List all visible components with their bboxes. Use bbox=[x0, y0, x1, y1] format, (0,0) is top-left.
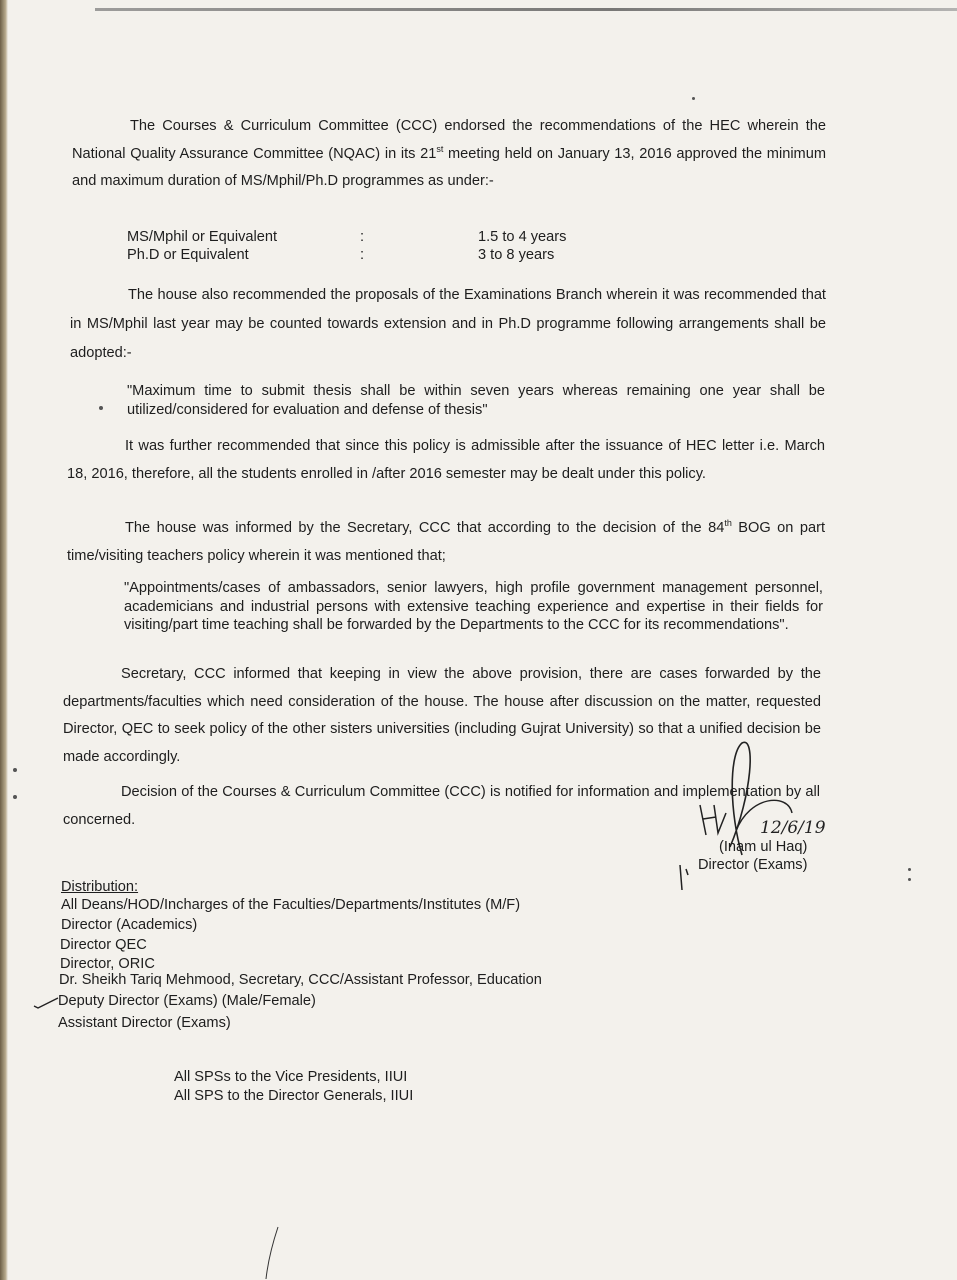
scan-speck bbox=[908, 868, 911, 871]
duration-value: 1.5 to 4 years bbox=[478, 229, 567, 245]
top-rule bbox=[95, 8, 957, 11]
p1-text: The Courses & Curriculum Committee (CCC) endorsed the recommendations of the HEC wherein the National Quality Assurance Committee (NQAC) in its 21 bbox=[72, 118, 826, 162]
scan-speck bbox=[13, 768, 17, 772]
duration-programme: Ph.D or Equivalent bbox=[127, 247, 249, 263]
distribution-item: Director, ORIC bbox=[60, 956, 155, 972]
duration-value: 3 to 8 years bbox=[478, 247, 555, 263]
scan-speck bbox=[908, 878, 911, 881]
quote-thesis-time: "Maximum time to submit thesis shall be within seven years whereas remaining one year shall be utilized/considered for evaluation and defense of thesis" bbox=[127, 383, 825, 418]
duration-row bbox=[127, 228, 277, 246]
signatory-designation: Director (Exams) bbox=[698, 857, 808, 873]
quote-appointments: "Appointments/cases of ambassadors, senior lawyers, high profile government management personnel, academicians and industrial persons with extensive teaching experience and expertise in their fields for visiting/part time teaching shall be forwarded by the Departments to the CCC for its recommendations". bbox=[124, 580, 823, 633]
paragraph-policy-admissible: It was further recommended that since this policy is admissible after the issuance of HEC letter i.e. March 18, 2016, therefore, all the students enrolled in /after 2016 semester may be dealt under this policy. bbox=[67, 438, 825, 482]
pen-stroke bbox=[262, 1225, 282, 1280]
tick-mark-icon bbox=[32, 996, 60, 1010]
distribution-item: Director QEC bbox=[60, 937, 147, 953]
distribution-item: Director (Academics) bbox=[61, 917, 198, 933]
paragraph-examinations-proposal: The house also recommended the proposals of the Examinations Branch wherein it was recommended that in MS/Mphil last year may be counted towards extension and in Ph.D programme following arrangements shall be adopted:- bbox=[70, 287, 826, 361]
paragraph-decision-notified: Decision of the Courses & Curriculum Committee (CCC) is notified for information and implementation by all concerned. bbox=[63, 784, 820, 828]
paragraph-bog-decision: The house was informed by the Secretary, CCC that according to the decision of the 84th BOG on part time/visiting teachers policy wherein it was mentioned that; bbox=[67, 518, 826, 564]
p1-rest: meeting held on January 13, 2016 approved the minimum and maximum duration of MS/Mphil/Ph.D programmes as under:- bbox=[72, 145, 826, 189]
duration-row bbox=[127, 246, 249, 264]
p1-sup: st bbox=[436, 143, 444, 154]
distribution-item: Deputy Director (Exams) (Male/Female) bbox=[58, 993, 316, 1009]
scan-speck bbox=[692, 97, 695, 100]
paragraph-ccc-endorsement bbox=[72, 113, 826, 196]
bullet-mark bbox=[99, 406, 103, 410]
duration-sep: : bbox=[360, 247, 365, 263]
distribution-item: All Deans/HOD/Incharges of the Faculties/Departments/Institutes (M/F) bbox=[61, 897, 521, 913]
paragraph-secretary-informed: Secretary, CCC informed that keeping in view the above provision, there are cases forwarded by the departments/faculties which need consideration of the house. The house after discussion on the matter, requested Director, QEC to seek policy of the other sisters universities (including Gujrat University) so that a unified decision be made accordingly. bbox=[63, 666, 821, 765]
page-edge-shadow bbox=[0, 0, 8, 1280]
scan-speck bbox=[13, 795, 17, 799]
duration-sep: : bbox=[360, 229, 365, 245]
distribution-item: Assistant Director (Exams) bbox=[58, 1015, 231, 1031]
cc-item: All SPS to the Director Generals, IIUI bbox=[174, 1088, 414, 1104]
signatory-name: (Inam ul Haq) bbox=[719, 839, 808, 855]
distribution-heading: Distribution: bbox=[61, 879, 139, 895]
cc-item: All SPSs to the Vice Presidents, IIUI bbox=[174, 1069, 408, 1085]
duration-programme: MS/Mphil or Equivalent bbox=[127, 229, 278, 245]
signature-date: 12/6/19 bbox=[760, 818, 826, 838]
distribution-item: Dr. Sheikh Tariq Mehmood, Secretary, CCC/Assistant Professor, Education bbox=[59, 972, 542, 988]
